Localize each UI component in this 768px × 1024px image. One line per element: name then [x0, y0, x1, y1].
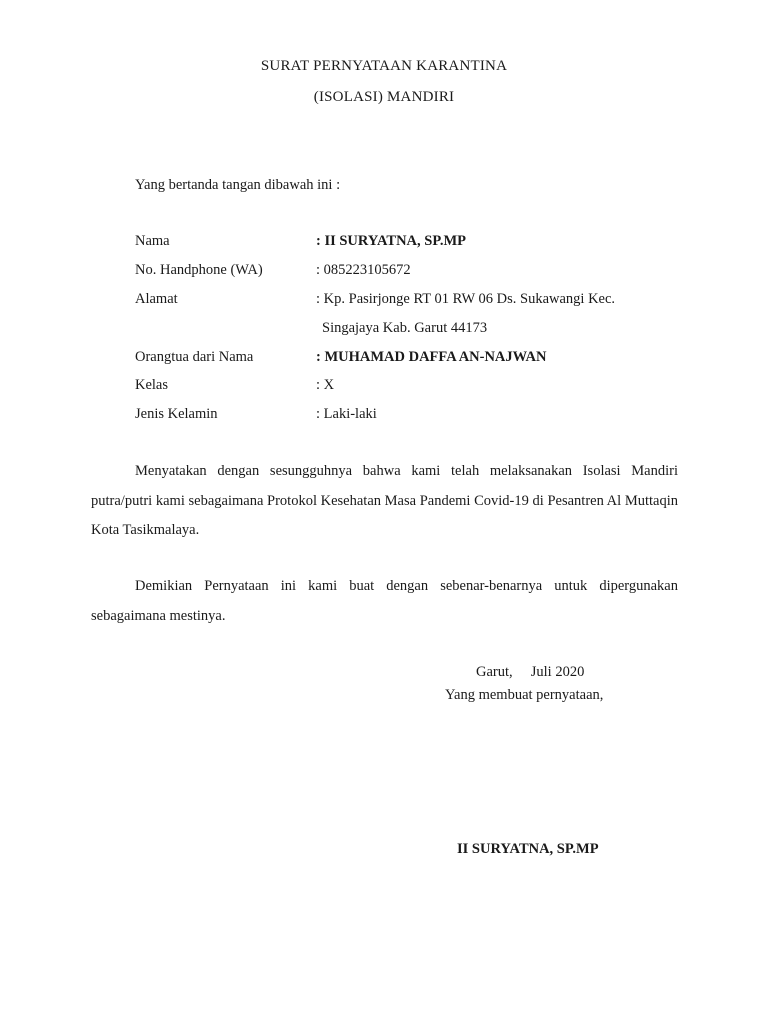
- field-row-alamat-cont: [135, 320, 695, 340]
- field-row-jenis-kelamin: [135, 406, 695, 426]
- signature-label: Yang membuat pernyataan,: [445, 687, 604, 703]
- field-value-alamat-cont: Singajaya Kab. Garut 44173: [322, 320, 488, 336]
- place-date: Garut, Juli 2020: [476, 664, 585, 680]
- closing-paragraph: Demikian Pernyataan ini kami buat dengan sebenar-benarnya untuk dipergunakan sebagaimana mestinya.: [91, 578, 678, 624]
- field-value-orangtua: : MUHAMAD DAFFA AN-NAJWAN: [316, 349, 547, 365]
- field-label-alamat: Alamat: [135, 291, 178, 307]
- field-row-alamat: [135, 291, 695, 311]
- field-label-nama: Nama: [135, 233, 170, 249]
- field-row-kelas: [135, 377, 695, 397]
- field-label-jenis-kelamin: Jenis Kelamin: [135, 406, 218, 422]
- field-row-handphone: [135, 262, 695, 282]
- document-title: SURAT PERNYATAAN KARANTINA: [260, 58, 508, 74]
- field-value-jenis-kelamin: : Laki-laki: [316, 406, 377, 422]
- field-row-orangtua: [135, 349, 695, 369]
- field-value-nama: : II SURYATNA, SP.MP: [316, 233, 467, 249]
- field-value-handphone: : 085223105672: [316, 262, 411, 278]
- field-row-nama: [135, 233, 695, 253]
- statement-paragraph: Menyatakan dengan sesungguhnya bahwa kami telah melaksanakan Isolasi Mandiri putra/putri kami sebagaimana Protokol Kesehatan Masa Pandemi Covid-19 di Pesantren Al Muttaqin Kota Tasikmalaya.: [91, 463, 678, 538]
- field-label-orangtua: Orangtua dari Nama: [135, 349, 254, 365]
- document-subtitle: (ISOLASI) MANDIRI: [313, 89, 455, 105]
- intro-text: Yang bertanda tangan dibawah ini :: [135, 177, 341, 193]
- field-label-kelas: Kelas: [135, 377, 169, 393]
- signer-name: II SURYATNA, SP.MP: [457, 841, 599, 857]
- field-value-alamat: : Kp. Pasirjonge RT 01 RW 06 Ds. Sukawangi Kec.: [316, 291, 616, 307]
- field-value-kelas: : X: [316, 377, 335, 393]
- field-label-handphone: No. Handphone (WA): [135, 262, 263, 278]
